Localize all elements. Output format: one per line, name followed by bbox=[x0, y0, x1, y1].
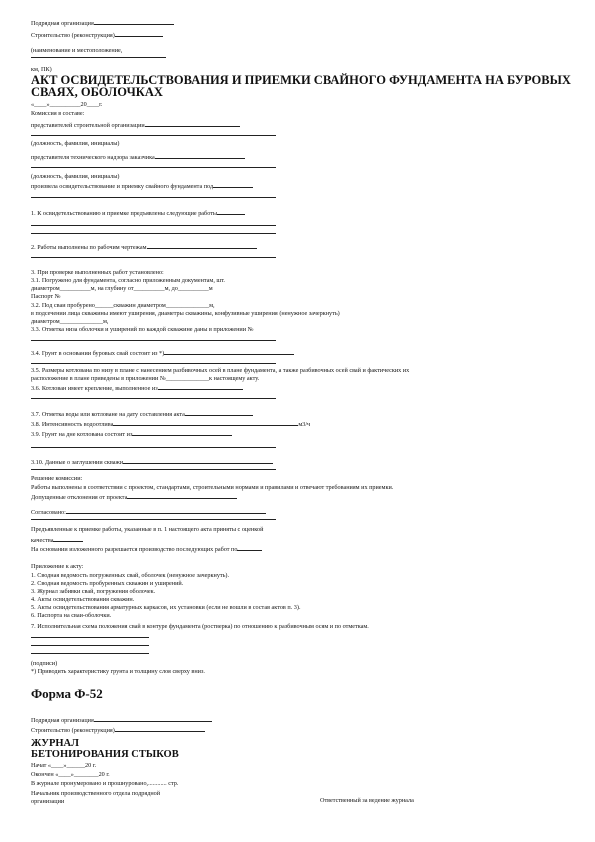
para-3-1c: Паспорт № bbox=[31, 293, 61, 300]
underline bbox=[31, 197, 276, 198]
decision-head: Решение комиссии: bbox=[31, 475, 83, 482]
act-title-line1: АКТ ОСВИДЕТЕЛЬСТВОВАНИЯ И ПРИЕМКИ СВАЙНОГО ФУНДАМЕНТА НА БУРОВЫХ bbox=[31, 73, 571, 87]
para-3-7: 3.7. Отметка воды или котловане на дату составления акта bbox=[31, 410, 253, 418]
para-3-1a: 3.1. Погружено для фундамента, согласно приложенным документам, шт. bbox=[31, 277, 225, 284]
act-title-line2: СВАЯХ, ОБОЛОЧКАХ bbox=[31, 85, 163, 99]
underline bbox=[31, 167, 276, 168]
signature-line bbox=[31, 637, 149, 638]
commission-label: Комиссия в составе: bbox=[31, 110, 85, 117]
decision-1: Работы выполнены в соответствии с проектом, стандартами, строительными нормами и правилами и отвечают требованиям их приемки. bbox=[31, 484, 394, 491]
km-note: км, ПК) bbox=[31, 66, 52, 73]
para-3-2a: 3.2. Под сваи пробурено______скважин диаметром______________м, bbox=[31, 302, 215, 309]
chief-line2: организации bbox=[31, 798, 65, 805]
underline bbox=[31, 398, 276, 399]
form-title: Форма Ф-52 bbox=[31, 686, 103, 701]
appendix-item: 7. Исполнительная схема положения свай в контуре фундамента (ростверка) по отношению к разбивочным осям и по отметкам. bbox=[31, 623, 369, 630]
agreed-line: Согласовано: bbox=[31, 508, 266, 516]
appendix-item: 2. Сводная ведомость пробуренных скважин и уширений. bbox=[31, 580, 184, 587]
journal-finished: Окончен «____»________20 г. bbox=[31, 771, 110, 778]
org-line: Подрядная организация bbox=[31, 19, 174, 27]
journal-started: Начат «____»______20 г. bbox=[31, 762, 97, 769]
appendix-item: 4. Акты освидетельствования скважин. bbox=[31, 596, 135, 603]
para-3-3: 3.3. Отметка низа оболочки и уширений по каждой скважине даны в приложении № bbox=[31, 326, 254, 333]
journal-title-line2: БЕТОНИРОВАНИЯ СТЫКОВ bbox=[31, 749, 179, 760]
position-note-2: (должность, фамилия, инициалы) bbox=[31, 173, 120, 180]
name-note: (наименование и местоположение, bbox=[31, 47, 123, 54]
build-line: Строительство (реконструкция) bbox=[31, 31, 163, 39]
para-3-10: 3.10. Данные о заглушении скважи bbox=[31, 458, 273, 466]
rep-builder: представителей строительной организации bbox=[31, 121, 240, 129]
signature-line bbox=[31, 653, 149, 654]
para-3-2b: в подсечении лица скважины имеют уширения, диаметры скважины, конфузивные уширения (ненужное зачеркнуть) bbox=[31, 310, 340, 317]
chief-line1: Начальник производственного отдела подрядной bbox=[31, 790, 161, 797]
underline bbox=[31, 340, 276, 341]
footnote: *) Приводить характеристику грунта и толщину слоя сверху вниз. bbox=[31, 668, 205, 675]
para-3-4: 3.4. Грунт в основании буровых свай состоит из *) bbox=[31, 349, 294, 357]
journal-title-line1: ЖУРНАЛ bbox=[31, 738, 79, 749]
signature-line bbox=[31, 645, 149, 646]
journal-pages: В журнале пронумеровано и прошнуровано,............ стр. bbox=[31, 780, 179, 787]
appendix-item: 5. Акты освидетельствования арматурных каркасов, их установки (если не вошли в состав актов п. 3). bbox=[31, 604, 301, 611]
para-3: 3. При проверке выполненных работ установлено: bbox=[31, 269, 164, 276]
para-3-5a: 3.5. Размеры котлована по низу в плане с нанесением разбивочных осей в плане фундамента, а также разбивочных осей свай и фактических их bbox=[31, 367, 410, 374]
underline bbox=[31, 225, 276, 226]
act-date: «____»__________20____г. bbox=[31, 101, 103, 108]
decision-2: Допущенные отклонения от проекта bbox=[31, 493, 237, 501]
inspected-line: произвела освидетельствование и приемку свайного фундамента под bbox=[31, 182, 253, 190]
underline bbox=[31, 469, 276, 470]
para-3-5b: расположение в плане приведены в приложении №______________к настоящему акту. bbox=[31, 375, 260, 382]
para-3-1b: диаметром__________м, на глубину от__________м, до__________м bbox=[31, 285, 213, 292]
para-1: 1. К освидетельствованию и приемке предъявлены следующие работы bbox=[31, 209, 245, 217]
signatures-note: (подписи) bbox=[31, 660, 58, 667]
para-3-2c: диаметром______________м, bbox=[31, 318, 109, 325]
accepted-line: Предъявленные к приемке работы, указанные в п. 1 настоящего акта приняты с оценкой bbox=[31, 526, 264, 533]
position-note-1: (должность, фамилия, инициалы) bbox=[31, 140, 120, 147]
allowed-line: На основании изложенного разрешается производство последующих работ по bbox=[31, 545, 262, 553]
appendix-item: 1. Сводная ведомость погруженных свай, оболочек (ненужное зачеркнуть). bbox=[31, 572, 230, 579]
underline bbox=[31, 257, 276, 258]
appendix-item: 6. Паспорта на сваи-оболочки. bbox=[31, 612, 112, 619]
rep-customer: представителя технического надзора заказчика bbox=[31, 153, 245, 161]
underline bbox=[31, 447, 276, 448]
responsible-line: Ответственный за ведение журнала bbox=[320, 797, 414, 804]
form-build-line: Строительство (реконструкция) bbox=[31, 726, 205, 734]
underline bbox=[31, 57, 166, 58]
para-2: 2. Работы выполнены по рабочим чертежам bbox=[31, 243, 257, 251]
appendix-head: Приложение к акту: bbox=[31, 563, 84, 570]
underline bbox=[31, 233, 276, 234]
form-org-line: Подрядная организация bbox=[31, 716, 212, 724]
para-3-6: 3.6. Котлован имеет крепление, выполненное из bbox=[31, 384, 243, 392]
quality-line: качества bbox=[31, 536, 83, 544]
underline bbox=[31, 135, 276, 136]
appendix-item: 3. Журнал забивки свай, погружения оболочек. bbox=[31, 588, 156, 595]
para-3-8: 3.8. Интенсивность водоотлива м3/ч bbox=[31, 421, 311, 428]
underline bbox=[31, 519, 276, 520]
para-3-9: 3.9. Грунт на дне котлована состоит из bbox=[31, 430, 232, 438]
underline bbox=[31, 363, 276, 364]
